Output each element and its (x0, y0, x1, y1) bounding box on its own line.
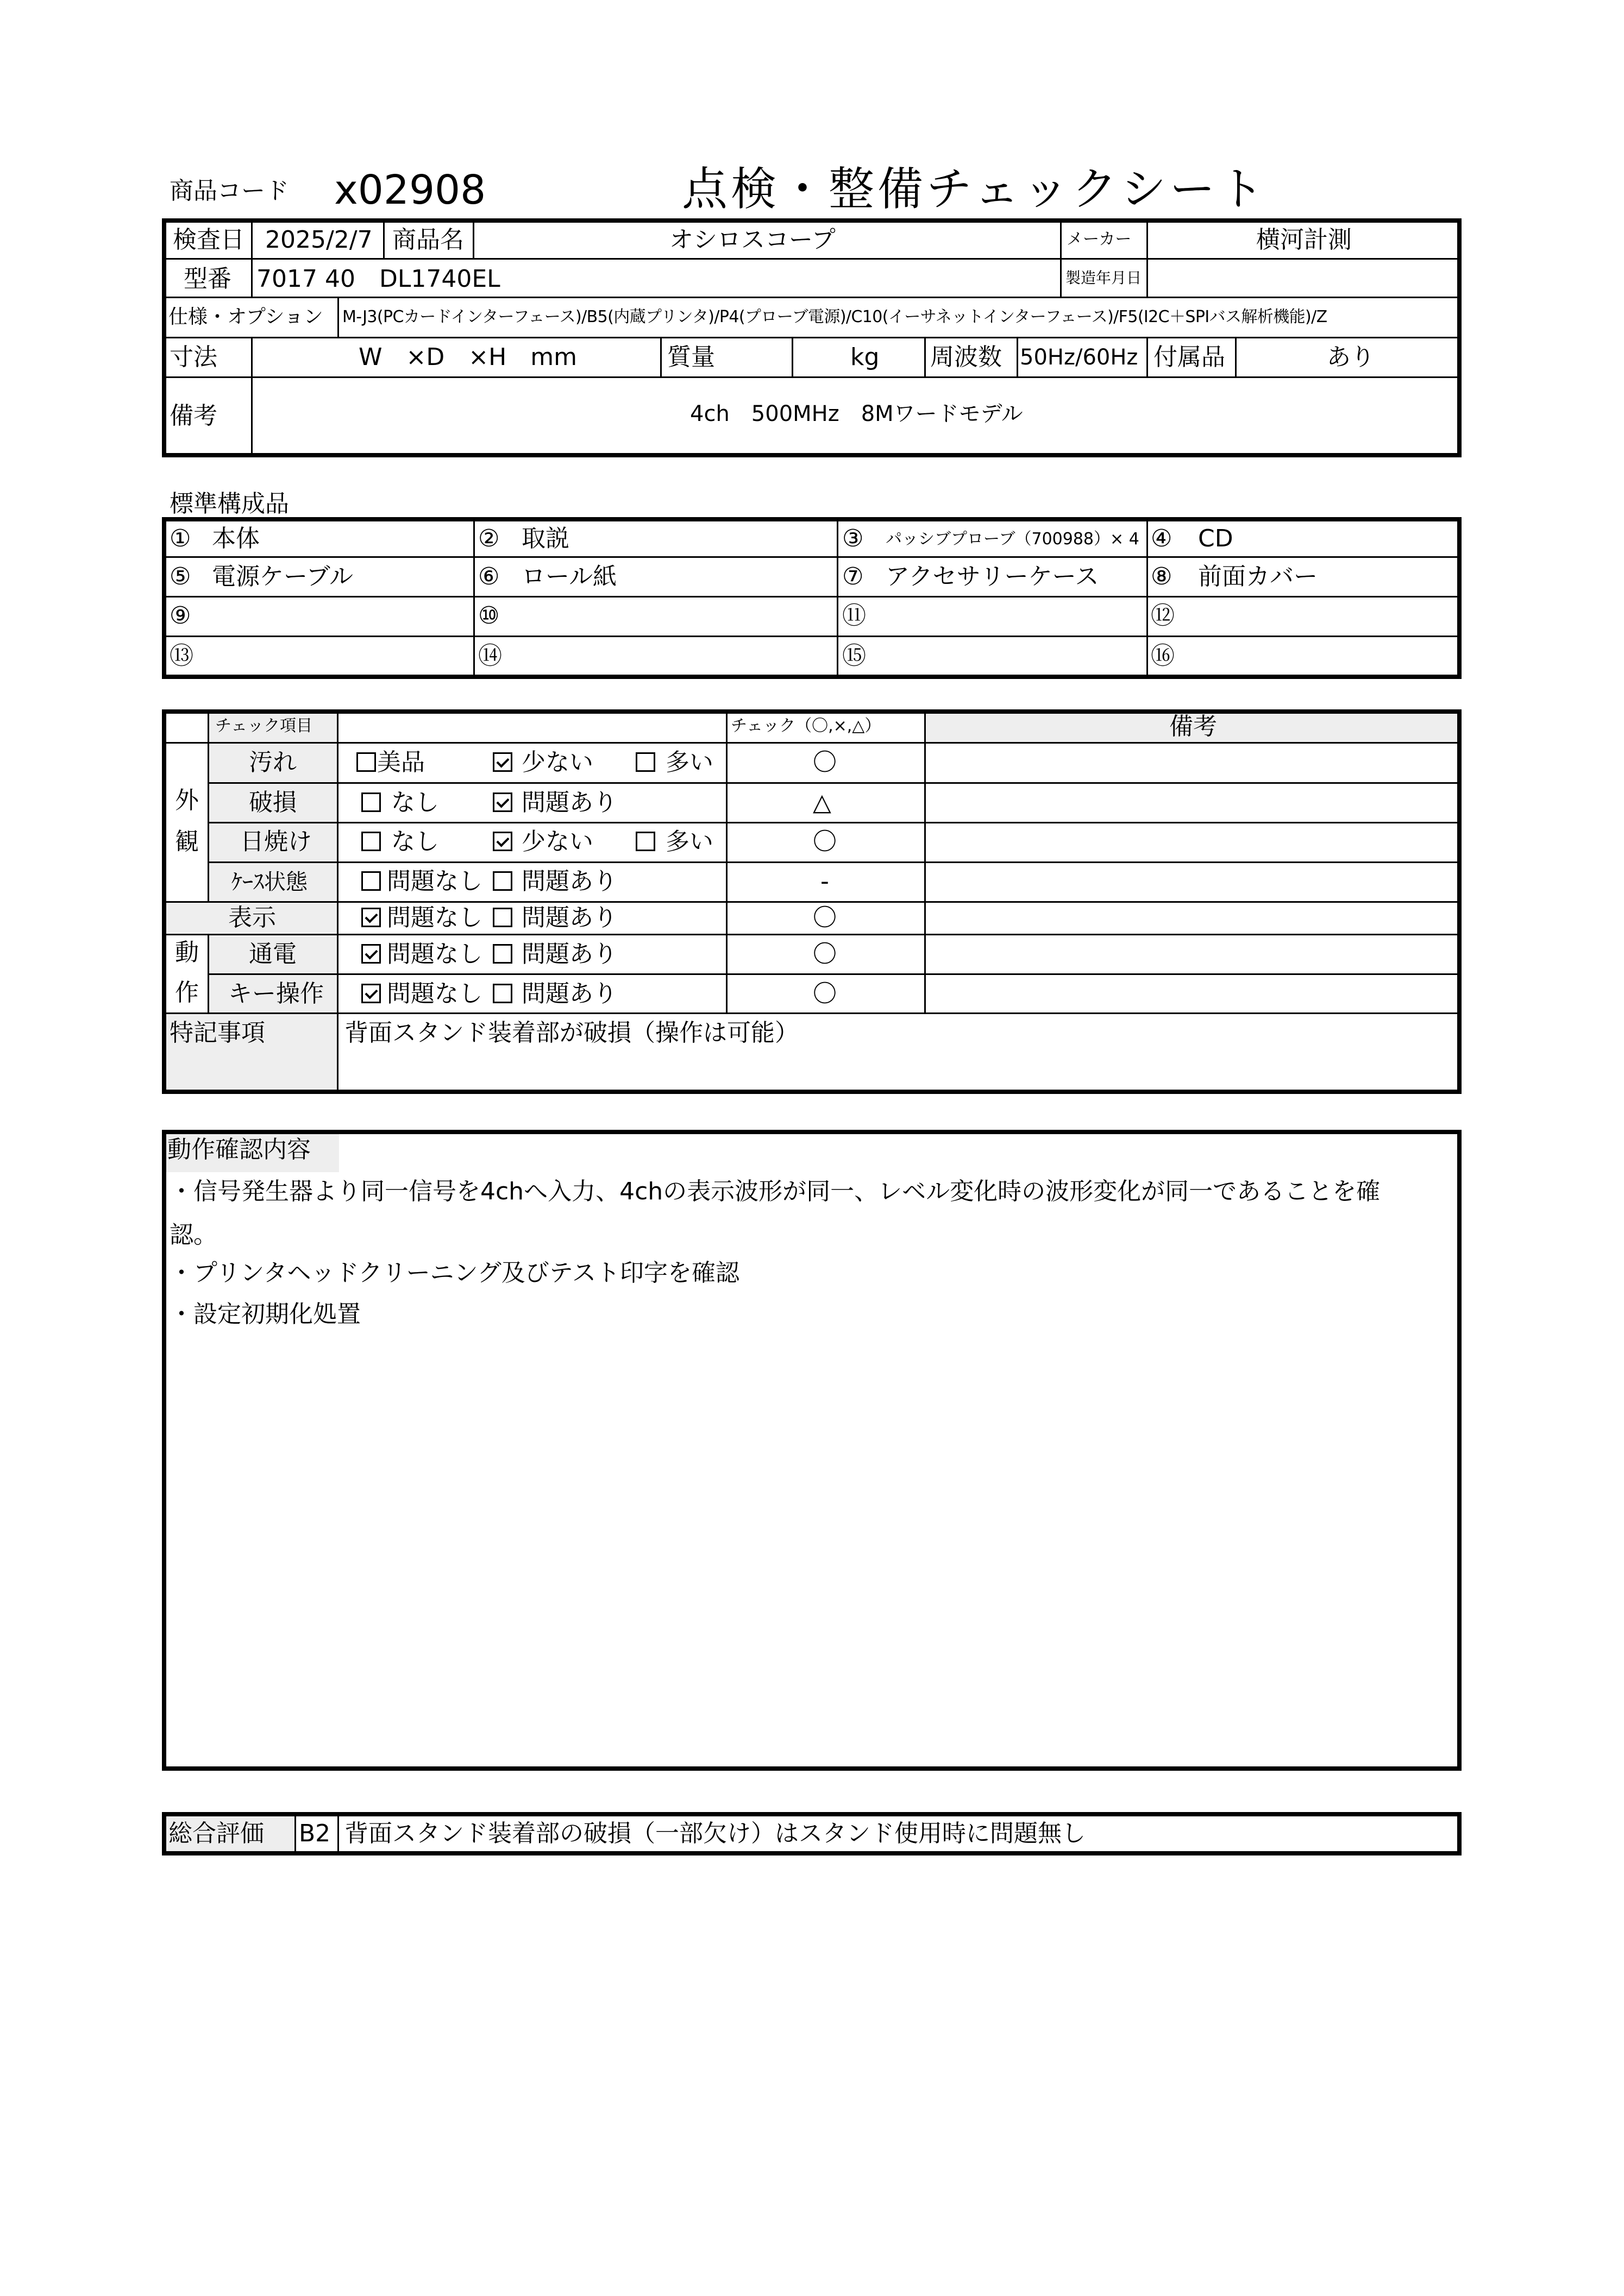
option-label: 少ない (522, 828, 593, 856)
accessories-label: 付属品 (1153, 343, 1225, 371)
checkbox-case-1[interactable] (361, 871, 381, 891)
maker-value: 横河計測 (1256, 226, 1352, 254)
component-no: ⑤ (170, 563, 191, 590)
checkbox-display-1[interactable] (361, 908, 381, 927)
checklist-header-check: チェック（〇,×,△） (731, 716, 881, 735)
mass-label: 質量 (667, 343, 715, 371)
checkbox-power-2[interactable] (493, 944, 512, 964)
check-result: - (820, 867, 829, 895)
option-label: 少ない (522, 748, 593, 776)
checkbox-sunburn-2[interactable] (493, 832, 512, 851)
dimensions-value: W ×D ×H mm (359, 343, 577, 371)
component-name: 本体 (212, 525, 260, 552)
option-label: 多い (666, 828, 713, 856)
checkbox-damage-2[interactable] (493, 792, 512, 812)
checkbox-keys-1[interactable] (361, 984, 381, 1003)
dimensions-label: 寸法 (170, 343, 217, 371)
evaluation-grade: B2 (299, 1820, 331, 1847)
component-no: ⑬ (170, 642, 193, 670)
evaluation-label: 総合評価 (168, 1820, 264, 1847)
spec-value: M-J3(PCカードインターフェース)/B5(内蔵プリンタ)/P4(プローブ電源)/C10(イーサネットインターフェース)/F5(I2C＋SPIバス解析機能)/Z (342, 307, 1327, 326)
component-no: ⑯ (1151, 642, 1175, 670)
component-name: パッシブプローブ（700988）× 4 (886, 530, 1139, 549)
notes-label: 特記事項 (170, 1019, 265, 1047)
component-no: ⑮ (842, 642, 866, 670)
accessories-value: あり (1327, 343, 1375, 371)
option-label: 問題なし (387, 904, 482, 932)
operation-title: 動作確認内容 (167, 1136, 311, 1163)
page-title: 点検・整備チェックシート (682, 162, 1268, 216)
checkbox-case-2[interactable] (493, 871, 512, 891)
group-operation-2: 作 (175, 979, 199, 1007)
option-label: 問題なし (387, 980, 482, 1008)
checklist-header-item: チェック項目 (215, 716, 313, 735)
component-no: ⑫ (1151, 602, 1175, 630)
component-name: アクセサリーケース (886, 563, 1099, 590)
checkbox-dirt-2[interactable] (493, 752, 512, 772)
remarks-label: 備考 (170, 402, 217, 430)
option-label: 問題なし (387, 867, 482, 895)
operation-box (162, 1130, 1462, 1771)
remarks-value: 4ch 500MHz 8Mワードモデル (690, 401, 1023, 426)
model-label: 型番 (184, 265, 231, 293)
operation-line-1: ・信号発生器より同一信号を4chへ入力、4chの表示波形が同一、レベル変化時の波形変化が同一であることを確 (170, 1178, 1381, 1205)
option-label: 美品 (377, 748, 425, 776)
operation-line-1b: 認。 (170, 1221, 217, 1249)
component-name: CD (1198, 525, 1233, 552)
check-result: △ (813, 789, 831, 816)
frequency-value: 50Hz/60Hz (1020, 345, 1138, 370)
row-label-dirt: 汚れ (249, 748, 297, 776)
component-no: ⑨ (170, 602, 191, 630)
maker-label: メーカー (1067, 230, 1132, 249)
check-result: 〇 (813, 940, 837, 968)
manufacture-date-label: 製造年月日 (1065, 269, 1142, 287)
component-no: ③ (842, 525, 864, 552)
option-label: 問題あり (522, 867, 617, 895)
operation-line-3: ・設定初期化処置 (170, 1300, 361, 1328)
option-label: 問題あり (522, 940, 617, 968)
components-table (162, 517, 1462, 679)
evaluation-comment: 背面スタンド装着部の破損（一部欠け）はスタンド使用時に問題無し (344, 1820, 1086, 1847)
mass-unit: kg (850, 343, 880, 371)
option-label: 問題あり (522, 789, 617, 816)
group-exterior-2: 観 (175, 828, 199, 856)
component-no: ① (170, 525, 191, 552)
component-no: ⑭ (478, 642, 502, 670)
component-name: 前面カバー (1198, 563, 1318, 590)
checkbox-damage-1[interactable] (361, 792, 381, 812)
row-label-keys: キー操作 (228, 980, 324, 1008)
option-label: 問題なし (387, 940, 482, 968)
inspection-date-value: 2025/2/7 (265, 226, 373, 254)
checkbox-sunburn-3[interactable] (636, 832, 655, 851)
option-label: 多い (666, 748, 713, 776)
checkbox-keys-2[interactable] (493, 984, 512, 1003)
row-label-case: ｹｰｽ状態 (231, 870, 308, 895)
component-name: ロール紙 (522, 563, 617, 590)
row-label-display: 表示 (228, 904, 276, 932)
checkbox-display-2[interactable] (493, 908, 512, 927)
check-result: 〇 (813, 748, 837, 776)
option-label: 問題あり (522, 980, 617, 1008)
product-name-label: 商品名 (392, 226, 464, 254)
component-no: ⑪ (842, 602, 866, 630)
model-value: 7017 40 DL1740EL (256, 265, 500, 293)
component-no: ⑩ (478, 602, 500, 630)
component-name: 電源ケーブル (212, 563, 354, 590)
row-label-damage: 破損 (249, 789, 297, 816)
checkbox-dirt-3[interactable] (636, 752, 655, 772)
inspection-date-label: 検査日 (173, 226, 244, 254)
spec-label: 仕様・オプション (168, 306, 323, 328)
notes-value: 背面スタンド装着部が破損（操作は可能） (344, 1019, 799, 1047)
component-no: ⑥ (478, 563, 500, 590)
group-operation-1: 動 (175, 939, 199, 966)
option-label: なし (391, 828, 439, 856)
components-title: 標準構成品 (170, 490, 289, 518)
component-no: ④ (1151, 525, 1172, 552)
component-no: ② (478, 525, 500, 552)
checklist-header-remarks: 備考 (1169, 713, 1217, 740)
check-result: 〇 (813, 828, 837, 856)
checkbox-sunburn-1[interactable] (361, 832, 381, 851)
component-no: ⑧ (1151, 563, 1172, 590)
component-name: 取説 (522, 525, 569, 552)
checkbox-dirt-1[interactable] (356, 752, 376, 772)
product-name-value: オシロスコープ (669, 226, 836, 254)
component-no: ⑦ (842, 563, 864, 590)
option-label: 問題あり (522, 904, 617, 932)
check-result: 〇 (813, 980, 837, 1008)
row-label-power: 通電 (249, 940, 297, 968)
option-label: なし (391, 789, 439, 816)
row-label-sunburn: 日焼け (240, 828, 312, 856)
product-code-value: x02908 (334, 167, 486, 213)
operation-line-2: ・プリンタヘッドクリーニング及びテスト印字を確認 (170, 1259, 739, 1287)
checkbox-power-1[interactable] (361, 944, 381, 964)
frequency-label: 周波数 (930, 343, 1002, 371)
product-code-label: 商品コード (170, 177, 289, 205)
check-result: 〇 (813, 904, 837, 932)
group-exterior-1: 外 (175, 787, 199, 814)
